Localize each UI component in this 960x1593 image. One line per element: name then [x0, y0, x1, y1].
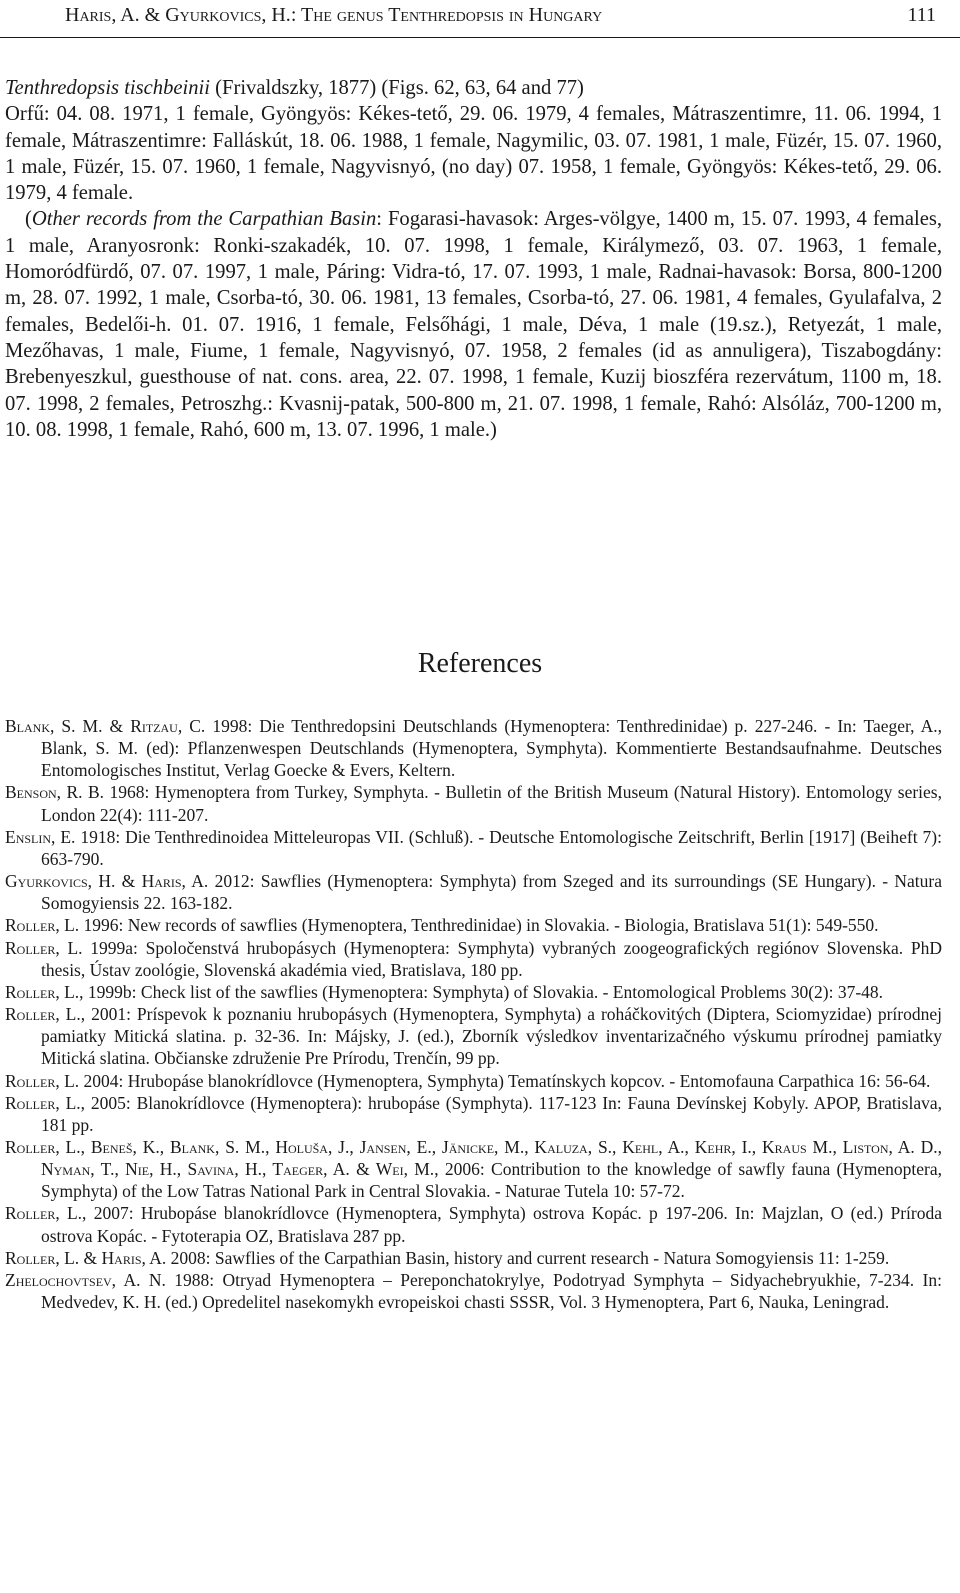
reference-text: , 2001: Príspevok k poznaniu hrubopásych (Hymenoptera, Symphyta) a roháčkovitých (Diptera, Sciomyzidae) prírodnej pamiatky Mitická slatina. p. 32-36. In: Májsky, J. (ed.), Zborník výsledkov inventarizačného výskumu prírodnej pamiatky Mitická slatina. Občianske združenie Pre Prírodu, Trenčín, 99 pp.	[41, 1004, 942, 1069]
reference-item	[5, 1247, 942, 1269]
reference-item	[5, 937, 942, 981]
reference-text: 1999a: Spoločenstvá hrubopásych (Hymenoptera: Symphyta) vybraných zoogeografických regiónov Slovenska. PhD thesis, Ústav zoológie, Slovenská akadémia vied, Bratislava, 180 pp.	[41, 937, 942, 980]
running-title	[65, 4, 602, 27]
reference-item	[5, 981, 942, 1003]
species-records: Orfű: 04. 08. 1971, 1 female, Gyöngyös: Kékes-tető, 29. 06. 1979, 4 females, Mátraszentimre, 11. 06. 1994, 1 female, Mátraszentimre: Falláskút, 18. 06. 1988, 1 female, Nagymilic, 03. 07. 1981, 1 male, Füzér, 15. 07. 1960, 1 male, Füzér, 15. 07. 1960, 1 female, Nagyvisnyó, (no day) 07. 1958, 1 female, Gyöngyös: Kékes-tető, 29. 06. 1979, 4 female.	[5, 103, 942, 205]
header-authors: Haris, A. & Gyurkovics, H.	[65, 4, 291, 26]
header-rule	[0, 37, 960, 38]
reference-authors: Gyurkovics, H. & Haris, A.	[5, 871, 209, 892]
reference-text: , 2007: Hrubopáse blanokrídlovce (Hymenoptera, Symphyta) ostrova Kopác. p 197-206. In: Majzlan, O (ed.) Príroda ostrova Kopác. - Fytoterapia OZ, Bratislava 287 pp.	[41, 1203, 942, 1246]
reference-text: 2004: Hrubopáse blanokrídlovce (Hymenoptera, Symphyta) Tematínskych kopcov. - Entomofauna Carpathica 16: 56-64.	[79, 1070, 931, 1091]
reference-item	[5, 1202, 942, 1246]
species-name: Tenthredopsis tischbeinii	[5, 77, 210, 99]
reference-authors: Roller, L., Beneš, K., Blank, S. M., Holuša, J., Jansen, E., Jänicke, M., Kaluza, S., Kehl, A., Kehr, I., Kraus M., Liston, A. D., Nyman, T., Nie, H., Savina, H., Taeger, A. & Wei, M.	[5, 1136, 942, 1180]
reference-text: , 2006: Contribution to the knowledge of sawfly fauna (Hymenoptera, Symphyta) of the Low Tatras National Park in Central Slovakia. - Naturae Tutela 10: 57-72.	[41, 1159, 942, 1202]
reference-item	[5, 1070, 942, 1092]
references-heading: References	[417, 648, 543, 679]
reference-authors: Roller, L.	[5, 915, 80, 936]
reference-authors: Zhelochovtsev, A. N.	[5, 1269, 166, 1290]
reference-text: 1996: New records of sawflies (Hymenoptera, Tenthredinidae) in Slovakia. - Biologia, Bratislava 51(1): 549-550.	[79, 915, 879, 936]
reference-item	[5, 1003, 942, 1069]
reference-authors: Roller, L. & Haris, A.	[5, 1247, 167, 1268]
reference-authors: Roller, L.	[5, 981, 80, 1002]
reference-authors: Roller, L.	[5, 1070, 80, 1091]
reference-item	[5, 781, 942, 825]
reference-text: , 1999b: Check list of the sawflies (Hymenoptera: Symphyta) of Slovakia. - Entomological Problems 30(2): 37-48.	[79, 981, 884, 1002]
reference-item	[5, 870, 942, 914]
species-name-rest: (Frivaldszky, 1877) (Figs. 62, 63, 64 and 77)	[210, 77, 584, 99]
reference-authors: Blank, S. M. & Ritzau, C.	[5, 716, 206, 736]
reference-text: 2008: Sawflies of the Carpathian Basin, history and current research - Natura Somogyiensis 11: 1-259.	[166, 1247, 890, 1268]
references-list	[5, 715, 942, 1313]
species-heading	[5, 75, 942, 101]
page-number: 111	[907, 4, 936, 26]
other-records: (Other records from the Carpathian Basin: Fogarasi-havasok: Arges-völgye, 1400 m, 15. 07. 1993, 4 females, 1 male, Aranyosronk: Ronki-szakadék, 10. 07. 1998, 1 female, Királymező, 03. 07. 1963, 1 female, Homoródfürdő, 07. 07. 1997, 1 male, Páring: Vidra-tó, 17. 07. 1993, 1 male, Radnai-havasok: Borsa, 800-1200 m, 28. 07. 1992, 1 male, Csorba-tó, 30. 06. 1981, 13 females, Csorba-tó, 27. 06. 1981, 4 females, Gyulafalva, 2 females, Bedelői-h. 01. 07. 1916, 1 female, Felsőhági, 1 male, Déva, 1 male (19.sz.), Retyezát, 1 male, Mezőhavas, 1 male, Fiume, 1 female, Nagyvisnyó, 07. 1958, 2 females (id as annuligera), Tiszabogdány: Brebenyeszkul, guesthouse of nat. cons. area, 22. 07. 1998, 1 female, Kuzij bioszféra rezervátum, 1100 m, 18. 07. 1998, 2 females, Petroszhg.: Kvasnij-patak, 500-800 m, 21. 07. 1998, 1 female, Rahó: Alsóláz, 700-1200 m, 10. 08. 1998, 1 female, Rahó, 600 m, 13. 07. 1996, 1 male.)	[5, 208, 942, 441]
reference-item	[5, 826, 942, 870]
reference-item	[5, 1269, 942, 1313]
other-records-text: : Fogarasi-havasok: Arges-völgye, 1400 m, 15. 07. 1993, 4 females, 1 male, Aranyosronk: Ronki-szakadék, 10. 07. 1998, 1 female, Királymező, 03. 07. 1963, 1 female, Homoródfürdő, 07. 07. 1997, 1 male, Páring: Vidra-tó, 17. 07. 1993, 1 male, Radnai-havasok: Borsa, 800-1200 m, 28. 07. 1992, 1 male, Csorba-tó, 30. 06. 1981, 13 females, Csorba-tó, 27. 06. 1981, 4 females, Gyulafalva, 2 females, Bedelői-h. 01. 07. 1916, 1 female, Felsőhági, 1 male, Déva, 1 male (19.sz.), Retyezát, 1 male, Mezőhavas, 1 male, Fiume, 1 female, Nagyvisnyó, 07. 1958, 2 females (id as annuligera), Tiszabogdány: Brebenyeszkul, guesthouse of nat. cons. area, 22. 07. 1998, 1 female, Kuzij bioszféra rezervátum, 1100 m, 18. 07. 1998, 2 females, Petroszhg.: Kvasnij-patak, 500-800 m, 21. 07. 1998, 1 female, Rahó: Alsóláz, 700-1200 m, 10. 08. 1998, 1 female, Rahó, 600 m, 13. 07. 1996, 1 male.)	[5, 208, 942, 441]
running-header	[65, 4, 936, 34]
reference-authors: Enslin, E.	[5, 826, 76, 847]
reference-text: 2012: Sawflies (Hymenoptera: Symphyta) from Szeged and its surroundings (SE Hungary). - Natura Somogyiensis 22. 163-182.	[41, 871, 943, 914]
species-section	[5, 75, 942, 443]
reference-item	[5, 914, 942, 936]
reference-authors: Roller, L.	[5, 1092, 81, 1113]
reference-item	[5, 1136, 942, 1202]
reference-authors: Roller, L.	[5, 1004, 81, 1025]
reference-text: 1998: Die Tenthredopsini Deutschlands (Hymenoptera: Tenthredinidae) p. 227-246. - In: Taeger, A., Blank, S. M. (ed): Pflanzenwespen Deutschlands (Hymenoptera, Symphyta). Kommentierte Bestandsaufnahme. Deutsches Entomologisches Institut, Verlag Goecke & Evers, Keltern.	[41, 716, 942, 781]
reference-text: , 2005: Blanokrídlovce (Hymenoptera): hrubopáse (Symphyta). 117-123 In: Fauna Devínskej Kobyly. APOP, Bratislava, 181 pp.	[41, 1092, 942, 1135]
header-title: : The genus Tenthredopsis in Hungary	[290, 4, 603, 26]
reference-authors: Benson, R. B.	[5, 782, 105, 803]
reference-item	[5, 715, 942, 781]
reference-text: 1968: Hymenoptera from Turkey, Symphyta. - Bulletin of the British Museum (Natural History). Entomology series, London 22(4): 111-207.	[41, 782, 942, 825]
reference-authors: Roller, L.	[5, 937, 83, 958]
reference-item	[5, 1092, 942, 1136]
reference-text: 1918: Die Tenthredinoidea Mitteleuropas VII. (Schluß). - Deutsche Entomologische Zeitschrift, Berlin [1917] (Beiheft 7): 663-790.	[41, 826, 942, 869]
reference-text: 1988: Otryad Hymenoptera – Pereponchatokrylye, Podotryad Symphyta – Sidyachebryukhie, 7-234. In: Medvedev, K. H. (ed.) Opredelitel nasekomykh evropeiskoi chasti SSSR, Vol. 3 Hymenoptera, Part 6, Nauka, Leningrad.	[41, 1269, 942, 1313]
other-records-label: Other records from the Carpathian Basin	[31, 208, 377, 231]
reference-authors: Roller, L.	[5, 1203, 83, 1224]
